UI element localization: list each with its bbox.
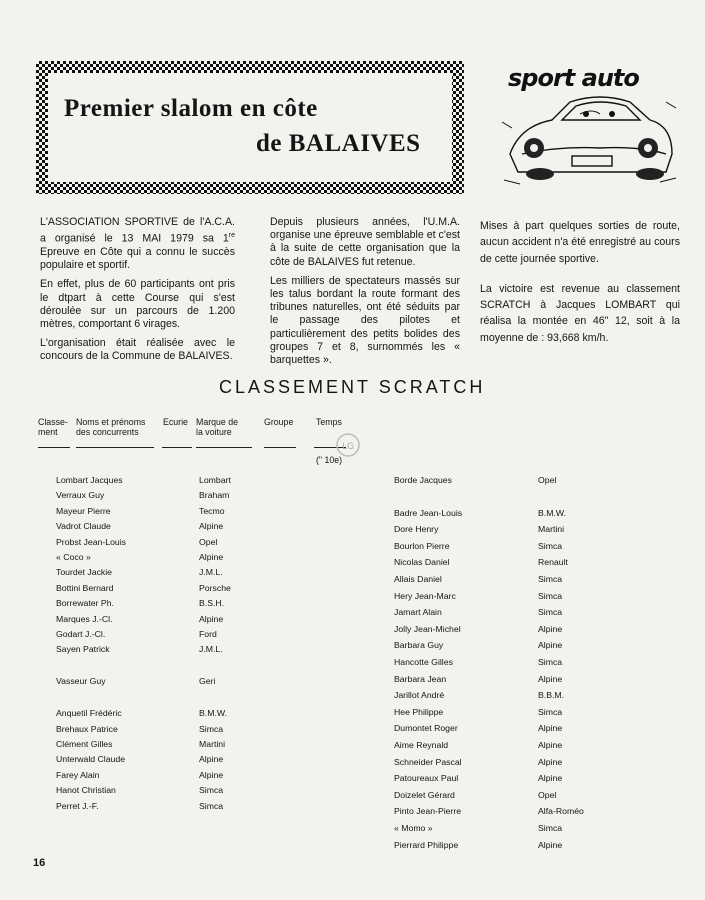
result-name: Barbara Guy (394, 640, 444, 651)
result-car: Alpine (199, 754, 224, 765)
header-car: Marque de la voiture (196, 417, 239, 437)
result-car: Alpine (199, 521, 224, 532)
header-rule (76, 447, 154, 448)
result-name: Borrewater Ph. (56, 598, 114, 609)
result-car: Alpine (538, 756, 563, 767)
result-name: Hee Philippe (394, 706, 444, 717)
article-title-line2: de BALAIVES (256, 130, 421, 157)
header-rule (264, 447, 296, 448)
result-name: Schneider Pascal (394, 756, 462, 767)
result-car: Alpine (538, 640, 563, 651)
result-car: Martini (538, 524, 565, 535)
result-name: Perret J.-F. (56, 800, 99, 811)
result-name: Nicolas Daniel (394, 557, 450, 568)
intro-paragraph: Depuis plusieurs années, l'U.M.A. organise une épreuve semblable et c'est à la suite de cette organisation que la côte de BALAIVES fut retenue. (270, 216, 460, 268)
result-name: Lombart Jacques (56, 475, 123, 485)
result-car: Simca (538, 706, 563, 717)
result-car: B.M.W. (538, 507, 566, 518)
result-car: Alfa-Roméo (538, 806, 584, 817)
svg-text:LG: LG (342, 442, 354, 452)
result-name: Doizelet Gérard (394, 789, 455, 800)
result-name: Jolly Jean-Michel (394, 623, 461, 634)
title-frame-inner (48, 73, 452, 182)
result-car: Tecmo (199, 505, 225, 516)
classement-title: CLASSEMENT SCRATCH (219, 377, 486, 397)
result-car: Ford (199, 629, 217, 639)
result-car: Alpine (538, 723, 563, 734)
header-time: Temps (316, 417, 342, 427)
result-car: Lombart (199, 475, 231, 485)
result-car: Simca (538, 574, 563, 584)
intro-paragraph: L'organisation était réalisée avec le concours de la Commune de BALAIVES. (40, 337, 235, 363)
result-car: Opel (538, 475, 557, 485)
header-rule (38, 447, 70, 448)
result-car: B.S.H. (199, 598, 225, 609)
result-car: J.M.L. (199, 567, 223, 578)
result-name: Bourlon Pierre (394, 540, 450, 551)
header-rank: Classe- ment (38, 417, 68, 437)
result-car: Alpine (538, 740, 563, 750)
article-title-line1: Premier slalom en côte (64, 95, 318, 122)
intro-paragraph: En effet, plus de 60 participants ont pris le dtpart à cette Course qui s'est déroulée sur un parcours de 1.200 mètres, comportant 6 virages. (40, 278, 235, 330)
result-car: Alpine (199, 613, 224, 624)
result-name: Hery Jean-Marc (394, 590, 456, 601)
result-car: Simca (538, 657, 563, 667)
result-name: Dumontet Roger (394, 723, 458, 734)
result-name: Badre Jean-Louis (394, 507, 463, 518)
result-name: Brehaux Patrice (56, 723, 118, 734)
result-car: Simca (538, 607, 563, 618)
result-name: Dore Henry (394, 524, 439, 535)
result-name: Verraux Guy (56, 490, 105, 501)
intro-column-1 (40, 216, 235, 370)
watermark-badge (335, 432, 361, 458)
header-name: Noms et prénoms des concurrents (76, 417, 146, 437)
result-name: Unterwald Claude (56, 754, 126, 765)
result-name: Mayeur Pierre (56, 505, 111, 516)
result-car: Opel (199, 536, 218, 547)
result-car: Alpine (538, 839, 563, 850)
result-car: Porsche (199, 582, 231, 593)
result-name: « Coco » (56, 552, 91, 562)
result-name: Tourdet Jackie (56, 567, 113, 578)
result-name: Allais Daniel (394, 574, 442, 584)
result-car: Geri (199, 676, 216, 687)
result-car: Braham (199, 490, 230, 501)
result-car: Opel (538, 789, 557, 800)
result-name: Hanot Christian (56, 785, 116, 796)
result-car: Simca (199, 785, 224, 796)
intro-paragraph: La victoire est revenue au classement SCRATCH à Jacques LOMBART qui réalisa la montée en 46" 12, soit à la moyenne de : 93,668 km/h. (480, 282, 680, 344)
header-group: Groupe (264, 417, 294, 427)
title-frame (36, 61, 464, 194)
header-club: Ecurie (163, 417, 188, 427)
result-name: Hancotte Gilles (394, 657, 453, 667)
result-car: Simca (199, 800, 224, 811)
result-name: Pierrard Philippe (394, 839, 459, 850)
result-name: Clément Gilles (56, 739, 113, 749)
header-time-unit: (" 10e) (316, 455, 343, 465)
intro-text: Epreuve en Côte qui a connu le succès populaire et sportif. (40, 245, 235, 272)
result-name: Anquetil Frédéric (56, 708, 122, 719)
result-name: Godart J.-Cl. (56, 629, 106, 639)
brand-name: sport auto (508, 64, 639, 92)
result-name: Probst Jean-Louis (56, 536, 127, 547)
result-car: Simca (538, 823, 563, 833)
result-car: Simca (199, 723, 224, 734)
result-name: Farey Alain (56, 769, 100, 780)
result-name: Jamart Alain (394, 607, 442, 618)
intro-paragraph: Mises à part quelques sorties de route, aucun accident n'a été enregistré au cours de cette journée sportive. (480, 220, 680, 265)
result-car: Martini (199, 739, 226, 749)
result-name: Bottini Bernard (56, 582, 114, 593)
result-car: Alpine (199, 552, 224, 562)
intro-paragraph (40, 216, 235, 272)
page-number: 16 (33, 857, 46, 869)
result-car: B.B.M. (538, 690, 565, 701)
result-name: Sayen Patrick (56, 644, 110, 655)
result-car: Renault (538, 557, 568, 568)
result-car: Simca (538, 590, 563, 601)
intro-column-3 (480, 218, 680, 360)
result-name: Marques J.-Cl. (56, 613, 113, 624)
result-car: Simca (538, 540, 563, 551)
intro-column-2 (270, 216, 460, 373)
result-name: Barbara Jean (394, 673, 447, 684)
intro-paragraph: Les milliers de spectateurs massés sur les talus bordant la route formant des tribunes naturelles, ont été séduits par le passage des pilotes et particulièrement des petits bolides des groupes 7 et 8, surnommés les « barquettes ». (270, 274, 460, 367)
header-rule (196, 447, 252, 448)
header-rule (162, 447, 192, 448)
result-name: Pinto Jean-Pierre (394, 806, 462, 817)
result-name: Aime Reynald (394, 740, 449, 750)
result-name: Vadrot Claude (56, 521, 111, 532)
result-car: Alpine (538, 673, 563, 684)
result-car: B.M.W. (199, 708, 227, 719)
result-name: Patoureaux Paul (394, 773, 459, 784)
result-name: Jarillot André (394, 690, 445, 701)
result-name: Borde Jacques (394, 475, 452, 485)
result-car: Alpine (199, 769, 224, 780)
result-name: « Momo » (394, 823, 433, 833)
sport-auto-logo (500, 62, 680, 187)
result-car: J.M.L. (199, 644, 223, 655)
intro-superscript: re (228, 232, 235, 240)
result-name: Vasseur Guy (56, 676, 106, 687)
intro-text: L'ASSOCIATION SPORTIVE de l'A.C.A. a organisé le 13 MAI 1979 sa 1 (40, 216, 235, 245)
result-car: Alpine (538, 623, 563, 634)
rally-car-illustration (500, 62, 680, 187)
result-car: Alpine (538, 773, 563, 784)
